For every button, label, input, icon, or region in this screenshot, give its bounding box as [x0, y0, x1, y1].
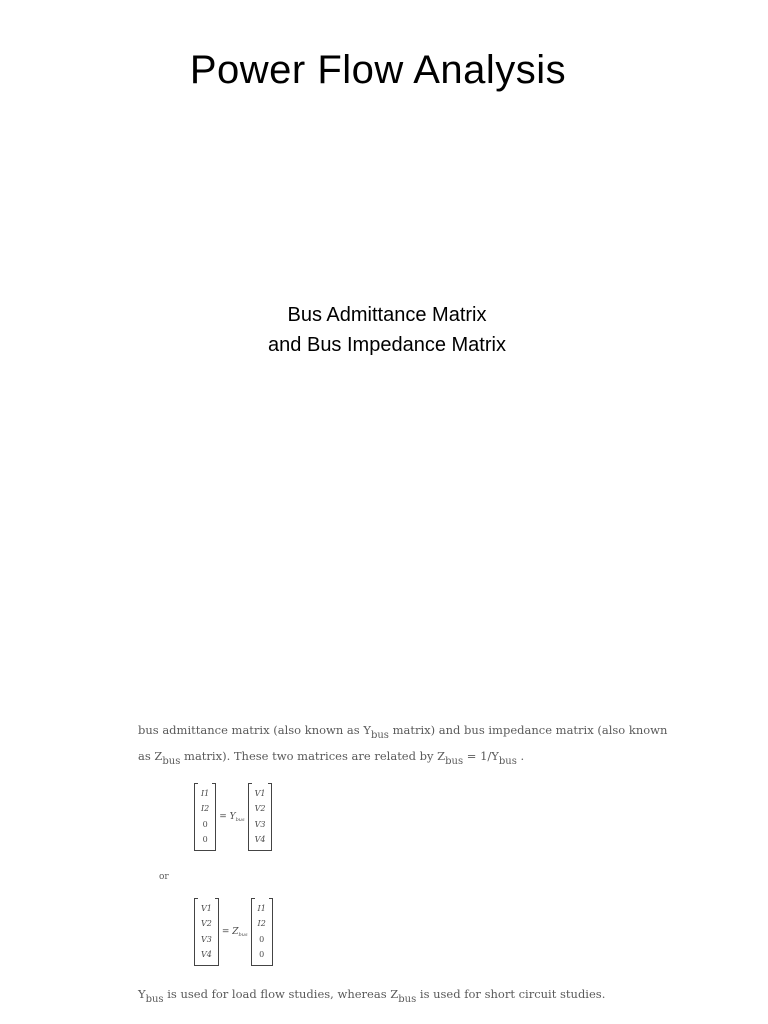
- equation-ybus: [194, 783, 272, 851]
- slide-title: Power Flow Analysis: [189, 48, 567, 92]
- matrix-cell: I2: [257, 919, 266, 929]
- matrix-cell: V2: [201, 919, 212, 929]
- equation-operator: = $Y_{bus}$: [219, 811, 245, 823]
- slide-subtitle: [0, 300, 768, 360]
- excerpt-line-2: as Zbus matrix). These two matrices are related by Zbus = 1/Ybus .: [138, 749, 525, 767]
- matrix-cell: V1: [254, 788, 266, 798]
- closing-sentence: Ybus is used for load flow studies, whereas Zbus is used for short circuit studies.: [138, 987, 606, 1005]
- matrix-cell: 0: [202, 835, 208, 845]
- matrix-cell: 0: [259, 950, 265, 960]
- or-label: or: [159, 872, 169, 882]
- matrix-cell: 0: [202, 819, 208, 829]
- excerpt-line-1: bus admittance matrix (also known as Ybus matrix) and bus impedance matrix (also known: [138, 723, 668, 741]
- current-vector: [194, 783, 216, 851]
- matrix-cell: V3: [254, 819, 266, 829]
- equation-operator: = $Z_{bus}$: [221, 926, 248, 938]
- matrix-cell: I1: [201, 788, 210, 798]
- excerpt-text: [138, 720, 668, 772]
- matrix-cell: V4: [201, 950, 212, 960]
- voltage-vector: [194, 898, 219, 966]
- matrix-cell: V3: [201, 934, 212, 944]
- matrix-cell: V1: [201, 903, 212, 913]
- voltage-vector: [248, 783, 273, 851]
- matrix-cell: I2: [201, 804, 210, 814]
- current-vector: [251, 898, 273, 966]
- subtitle-line-2: and Bus Impedance Matrix: [268, 334, 506, 356]
- matrix-cell: V4: [254, 835, 266, 845]
- matrix-cell: I1: [257, 903, 266, 913]
- matrix-cell: 0: [259, 934, 265, 944]
- subtitle-line-1: Bus Admittance Matrix: [287, 304, 487, 326]
- equation-zbus: [194, 898, 273, 966]
- matrix-cell: V2: [254, 804, 266, 814]
